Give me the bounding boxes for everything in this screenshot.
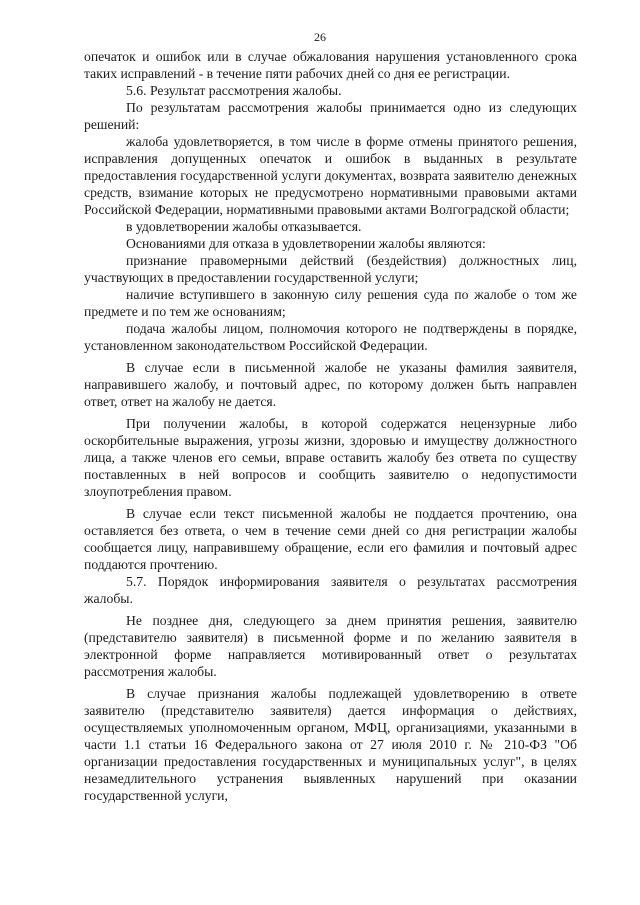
paragraph: в удовлетворении жалобы отказывается. [126,219,362,234]
paragraph: опечаток и ошибок или в случае обжалования нарушения установленного срока таких исправлений - в течение пяти рабочих дней со дня ее регистрации. [84,49,577,81]
paragraph: наличие вступившего в законную силу решения суда по жалобе о том же предмете и по тем же основаниям; [84,287,577,319]
paragraph: Не позднее дня, следующего за днем принятия решения, заявителю (представителю заявителя) в письменной форме и по желанию заявителя в электронной форме направляется мотивированный ответ о результатах рассмотрения жалобы. [84,613,577,679]
paragraph: признание правомерными действий (бездействия) должностных лиц, участвующих в предоставлении государственной услуги; [84,253,577,285]
paragraph: Основаниями для отказа в удовлетворении жалобы являются: [126,236,486,251]
paragraph: В случае признания жалобы подлежащей удовлетворению в ответе заявителю (представителю заявителя) дается информация о действиях, осуществляемых уполномоченным органом, МФЦ, организациями, указанными в части 1.1 статьи 16 Федерального закона от 27 июля 2010 г. № 210-ФЗ "Об организации предоставления государственных и муниципальных услуг", в целях незамедлительного устранения выявленных нарушений при оказании государственной услуги, [84,686,577,803]
paragraph: жалоба удовлетворяется, в том числе в форме отмены принятого решения, исправления допущенных опечаток и ошибок в выданных в результате предоставления государственной услуги документах, возврата заявителю денежных средств, взимание которых не предусмотрено нормативными правовыми актами Российской Федерации, нормативными правовыми актами Волгоградской области; [84,134,577,217]
paragraph: подача жалобы лицом, полномочия которого не подтверждены в порядке, установленном законодательством Российской Федерации. [84,321,577,353]
paragraph: В случае если в письменной жалобе не указаны фамилия заявителя, направившего жалобу, и почтовый адрес, по которому должен быть направлен ответ, ответ на жалобу не дается. [84,360,577,409]
section-heading-5-7: 5.7. Порядок информирования заявителя о результатах рассмотрения жалобы. [84,574,577,606]
paragraph: При получении жалобы, в которой содержатся нецензурные либо оскорбительные выражения, угрозы жизни, здоровью и имуществу должностного лица, а также членов его семьи, вправе оставить жалобу без ответа по существу поставленных в ней вопросов и сообщить заявителю о недопустимости злоупотребления правом. [84,416,577,499]
section-heading-5-6: 5.6. Результат рассмотрения жалобы. [126,83,342,98]
page-number: 26 [314,30,326,44]
document-body [84,48,577,804]
paragraph: В случае если текст письменной жалобы не поддается прочтению, она оставляется без ответа, о чем в течение семи дней со дня регистрации жалобы сообщается лицу, направившему обращение, если его фамилия и почтовый адрес поддаются прочтению. [84,506,577,572]
paragraph: По результатам рассмотрения жалобы принимается одно из следующих решений: [84,100,577,132]
